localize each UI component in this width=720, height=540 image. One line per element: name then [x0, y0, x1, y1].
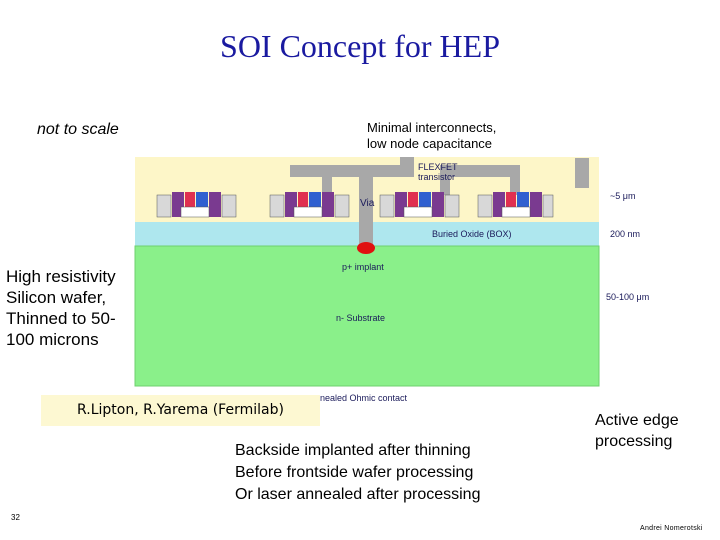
flexfet-label-line-2: transistor: [418, 172, 456, 182]
flexfet-label-line-1: FLEXFET: [418, 162, 458, 172]
box-label: Buried Oxide (BOX): [432, 229, 512, 239]
author-name: Andrei Nomerotski: [640, 525, 703, 532]
metal-line-top-1: [290, 165, 410, 177]
not-to-scale-note: not to scale: [37, 121, 119, 138]
metal-line-upper: [400, 157, 414, 177]
side-label-line-2: Silicon wafer,: [6, 288, 107, 307]
backside-note: [235, 440, 480, 506]
metal-via-3: [510, 165, 520, 195]
side-label-line-3: Thinned to 50-: [6, 309, 116, 328]
interconnect-note-line-2: low node capacitance: [367, 136, 493, 151]
slide-title: SOI Concept for HEP: [220, 28, 500, 64]
active-edge-line-2: processing: [595, 433, 673, 450]
ohmic-contact-label: nealed Ohmic contact: [320, 393, 408, 403]
backside-line-1: Backside implanted after thinning: [235, 442, 471, 459]
via-to-implant: [359, 177, 373, 247]
dim-top-label: ~5 μm: [610, 191, 636, 201]
p-plus-implant: [357, 242, 375, 254]
interconnect-note-line-1: Minimal interconnects,: [367, 120, 497, 135]
backside-line-3: Or laser annealed after processing: [235, 486, 481, 503]
dim-box-label: 200 nm: [610, 229, 641, 239]
via-label: Via: [360, 198, 375, 209]
transistor-group-4: [478, 192, 553, 217]
dim-substrate-label: 50-100 μm: [606, 292, 650, 302]
active-edge-note: [595, 410, 679, 452]
transistor-group-2: [270, 192, 349, 217]
substrate-label: n- Substrate: [336, 313, 386, 323]
side-label-line-1: High resistivity: [6, 267, 116, 286]
metal-via-1: [322, 165, 332, 195]
implant-label: p+ implant: [342, 262, 384, 272]
transistor-group-3: [380, 192, 459, 217]
metal-line-right: [575, 158, 589, 188]
page-number: 32: [11, 513, 20, 522]
transistor-group-1: [157, 192, 236, 217]
active-edge-line-1: Active edge: [595, 412, 679, 429]
side-label: [6, 266, 116, 350]
credit-box: R.Lipton, R.Yarema (Fermilab): [41, 395, 320, 426]
side-label-line-4: 100 microns: [6, 330, 99, 349]
backside-line-2: Before frontside wafer processing: [235, 464, 474, 481]
